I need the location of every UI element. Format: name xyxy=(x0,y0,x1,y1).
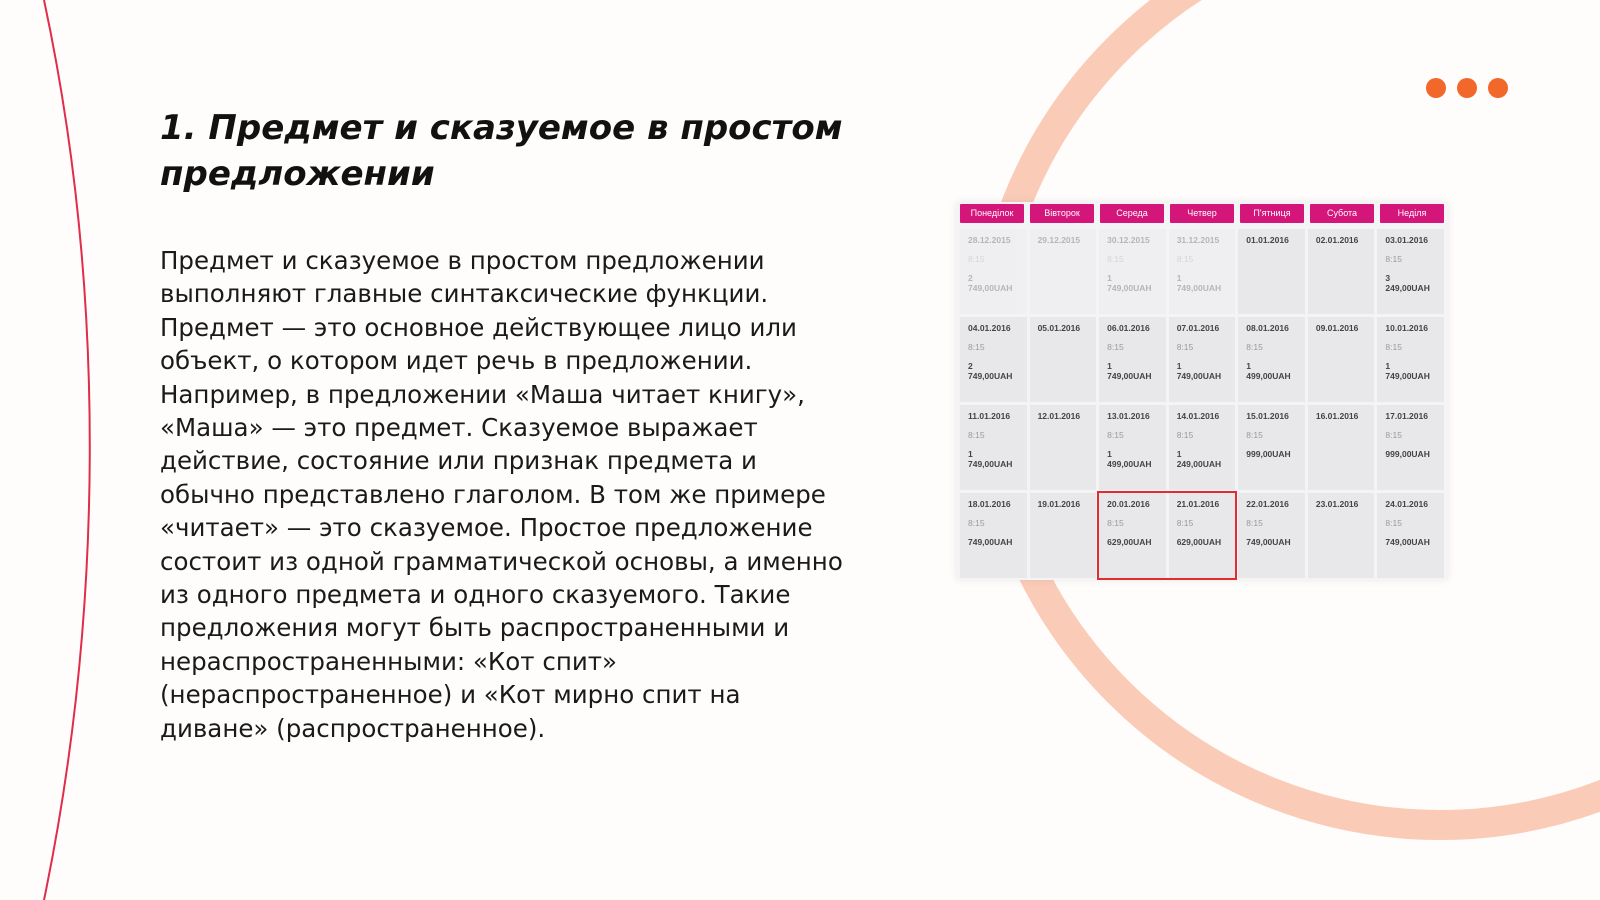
calendar-cell-date: 23.01.2016 xyxy=(1315,499,1359,509)
slide-title: 1. Предмет и сказуемое в простом предложении xyxy=(160,108,843,194)
calendar-cell-date: 07.01.2016 xyxy=(1176,323,1220,333)
calendar-cell-date: 16.01.2016 xyxy=(1315,411,1359,421)
calendar-cell[interactable] xyxy=(960,493,1027,578)
calendar-cell-price: 2 749,00UAH xyxy=(968,273,1013,293)
calendar-cell-date: 11.01.2016 xyxy=(968,411,1011,421)
calendar-day-header: Понеділок xyxy=(960,204,1024,223)
calendar-cell-time: 8:15 xyxy=(1176,254,1194,264)
calendar-image xyxy=(956,202,1448,580)
calendar-cell-date: 29.12.2015 xyxy=(1037,235,1081,245)
calendar-cell-date: 12.01.2016 xyxy=(1037,411,1081,421)
calendar-cell-date: 15.01.2016 xyxy=(1246,411,1289,421)
calendar-cell-price: 3 249,00UAH xyxy=(1385,273,1430,293)
calendar-cell[interactable] xyxy=(1377,229,1444,314)
calendar-cell[interactable] xyxy=(1030,493,1097,578)
calendar-cell-time xyxy=(1038,430,1089,440)
calendar-cell-date: 14.01.2016 xyxy=(1176,411,1220,421)
calendar-cell-date: 30.12.2015 xyxy=(1107,235,1150,245)
calendar-cell-price: 2 749,00UAH xyxy=(968,361,1013,381)
calendar-cell-time xyxy=(1316,254,1367,264)
calendar-cell[interactable] xyxy=(1169,229,1236,314)
calendar-cell-time: 8:15 xyxy=(968,518,985,528)
calendar-cell-time: 8:15 xyxy=(1385,518,1402,528)
calendar-cell-price xyxy=(1038,273,1089,283)
dot-icon xyxy=(1426,78,1446,98)
calendar-cell-time: 8:15 xyxy=(1385,342,1402,352)
calendar-cell-price xyxy=(1316,273,1367,283)
calendar-cell-time: 8:15 xyxy=(1107,518,1124,528)
calendar-cell-date: 13.01.2016 xyxy=(1107,411,1150,421)
calendar-cell-date: 05.01.2016 xyxy=(1037,323,1081,333)
calendar-cell[interactable] xyxy=(1377,493,1444,578)
calendar-cell-date: 18.01.2016 xyxy=(968,499,1011,509)
calendar-cell-time: 8:15 xyxy=(1176,430,1194,440)
dot-icon xyxy=(1457,78,1477,98)
calendar-cell-date: 09.01.2016 xyxy=(1315,323,1359,333)
calendar-cell-price xyxy=(1038,449,1089,459)
calendar-cell[interactable] xyxy=(1308,229,1375,314)
calendar-cell-date: 20.01.2016 xyxy=(1107,499,1150,509)
calendar-grid xyxy=(956,223,1448,578)
calendar-cell[interactable] xyxy=(1308,317,1375,402)
calendar-cell-time: 8:15 xyxy=(1246,342,1263,352)
calendar-cell[interactable] xyxy=(1377,317,1444,402)
calendar-cell[interactable] xyxy=(1169,405,1236,490)
calendar-cell-time xyxy=(1038,518,1089,528)
calendar-cell[interactable] xyxy=(1030,317,1097,402)
calendar-cell-time xyxy=(1316,430,1367,440)
body-text: Предмет и сказуемое в простом предложении выполняют главные синтаксические функции. Предмет — это основное действующее лицо или объект, о котором идет речь в предложении. Например, в предложении «Маша читает книгу», «Маша» — это предмет. Сказуемое выражает действие, состояние или признак предмета и обычно представлено глаголом. В том же примере «читает» — это сказуемое. Простое предложение состоит из одной грамматической основы, а именно из одного предмета и одного сказуемого. Такие предложения могут быть распространенными и нераспространенными: «Кот спит» (нераспространенное) и «Кот мирно спит на диване» (распространенное). xyxy=(160,246,843,743)
calendar-cell-date: 19.01.2016 xyxy=(1037,499,1081,509)
calendar-day-header: Четвер xyxy=(1170,204,1234,223)
calendar-cell[interactable] xyxy=(960,405,1027,490)
calendar-cell-time xyxy=(1246,254,1297,264)
calendar-cell[interactable] xyxy=(1030,405,1097,490)
calendar-cell-time: 8:15 xyxy=(1385,430,1402,440)
calendar-cell-price: 749,00UAH xyxy=(1246,537,1291,547)
calendar-day-header: Субота xyxy=(1310,204,1374,223)
calendar-cell[interactable] xyxy=(1030,229,1097,314)
calendar-cell-price xyxy=(1038,361,1089,371)
calendar-cell-price: 1 749,00UAH xyxy=(1176,273,1222,293)
calendar-cell[interactable] xyxy=(1377,405,1444,490)
calendar-cell[interactable] xyxy=(1099,317,1166,402)
calendar-day-header: Вівторок xyxy=(1030,204,1094,223)
calendar-cell-time: 8:15 xyxy=(968,254,985,264)
calendar-cell-time: 8:15 xyxy=(968,430,985,440)
left-curve-line xyxy=(44,0,90,900)
calendar-day-header: Неділя xyxy=(1380,204,1444,223)
calendar-cell-date: 24.01.2016 xyxy=(1385,499,1428,509)
calendar-cell[interactable] xyxy=(1099,493,1166,578)
calendar-cell-price xyxy=(1316,449,1367,459)
calendar-cell-time xyxy=(1316,518,1367,528)
calendar-cell-price: 749,00UAH xyxy=(968,537,1013,547)
calendar-cell-date: 21.01.2016 xyxy=(1176,499,1220,509)
calendar-cell-price xyxy=(1246,273,1297,283)
calendar-cell-time xyxy=(1038,254,1089,264)
calendar-cell[interactable] xyxy=(1099,229,1166,314)
calendar-cell-date: 01.01.2016 xyxy=(1246,235,1289,245)
calendar-cell-price: 1 749,00UAH xyxy=(1176,361,1222,381)
calendar-cell-time: 8:15 xyxy=(1176,342,1194,352)
calendar-cell-time: 8:15 xyxy=(1107,430,1124,440)
calendar-cell-price: 999,00UAH xyxy=(1246,449,1291,459)
calendar-cell-date: 28.12.2015 xyxy=(968,235,1011,245)
calendar-cell-price: 1 499,00UAH xyxy=(1246,361,1291,381)
calendar-cell-price: 1 249,00UAH xyxy=(1176,449,1222,469)
calendar-cell-date: 04.01.2016 xyxy=(968,323,1011,333)
calendar-cell-price xyxy=(1038,537,1089,547)
calendar-cell[interactable] xyxy=(1238,493,1305,578)
dots-decoration xyxy=(1426,78,1508,98)
calendar-cell-price: 999,00UAH xyxy=(1385,449,1430,459)
calendar-cell-date: 02.01.2016 xyxy=(1315,235,1359,245)
calendar-cell[interactable] xyxy=(1169,493,1236,578)
calendar-cell-price: 1 749,00UAH xyxy=(1107,361,1152,381)
calendar-cell-price: 1 749,00UAH xyxy=(1107,273,1152,293)
calendar-cell-time: 8:15 xyxy=(968,342,985,352)
calendar-cell[interactable] xyxy=(1169,317,1236,402)
calendar-cell[interactable] xyxy=(1308,493,1375,578)
calendar-cell[interactable] xyxy=(960,229,1027,314)
calendar-cell-price xyxy=(1316,537,1367,547)
calendar-cell-time: 8:15 xyxy=(1107,342,1124,352)
calendar-cell-time: 8:15 xyxy=(1385,254,1402,264)
calendar-header xyxy=(956,202,1448,223)
calendar-cell[interactable] xyxy=(960,317,1027,402)
calendar-cell-price: 1 499,00UAH xyxy=(1107,449,1152,469)
calendar-cell-time xyxy=(1316,342,1367,352)
calendar-cell-price: 749,00UAH xyxy=(1385,537,1430,547)
calendar-cell-time: 8:15 xyxy=(1246,430,1263,440)
calendar-cell[interactable] xyxy=(1238,317,1305,402)
calendar-cell-date: 10.01.2016 xyxy=(1385,323,1428,333)
calendar-cell[interactable] xyxy=(1238,229,1305,314)
calendar-cell-date: 17.01.2016 xyxy=(1385,411,1428,421)
calendar-cell-price: 1 749,00UAH xyxy=(1385,361,1430,381)
calendar-cell-date: 08.01.2016 xyxy=(1246,323,1289,333)
calendar-cell-date: 22.01.2016 xyxy=(1246,499,1289,509)
calendar-cell[interactable] xyxy=(1308,405,1375,490)
calendar-day-header: П'ятниця xyxy=(1240,204,1304,223)
calendar-cell-time: 8:15 xyxy=(1246,518,1263,528)
calendar-cell-time: 8:15 xyxy=(1176,518,1194,528)
calendar-cell-date: 03.01.2016 xyxy=(1385,235,1428,245)
calendar-cell-price: 1 749,00UAH xyxy=(968,449,1013,469)
calendar-day-header: Середа xyxy=(1100,204,1164,223)
dot-icon xyxy=(1488,78,1508,98)
calendar-cell-time: 8:15 xyxy=(1107,254,1124,264)
calendar-cell[interactable] xyxy=(1099,405,1166,490)
calendar-cell-price xyxy=(1316,361,1367,371)
calendar-cell-date: 31.12.2015 xyxy=(1176,235,1220,245)
calendar-cell-price: 629,00UAH xyxy=(1176,537,1222,547)
calendar-cell-date: 06.01.2016 xyxy=(1107,323,1150,333)
calendar-cell-time xyxy=(1038,342,1089,352)
calendar-cell-price: 629,00UAH xyxy=(1107,537,1152,547)
calendar-cell[interactable] xyxy=(1238,405,1305,490)
